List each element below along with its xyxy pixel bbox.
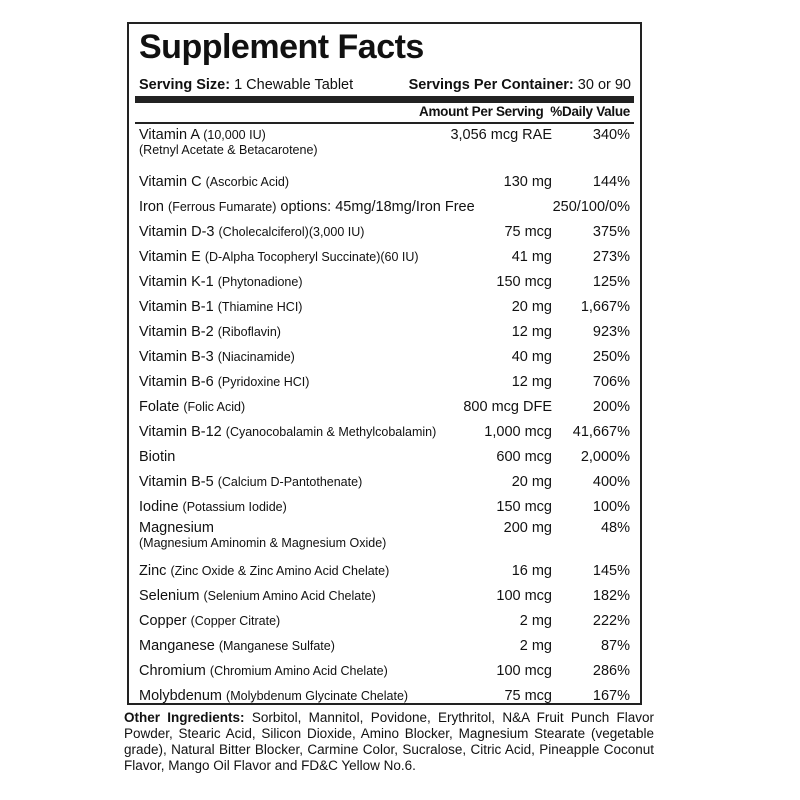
- serving-size-label: Serving Size:: [139, 77, 231, 93]
- nutrient-amount: 16 mg: [511, 563, 552, 579]
- nutrient-name: [139, 499, 287, 515]
- nutrient-source: (Chromium Amino Acid Chelate): [209, 664, 388, 678]
- nutrient-source: (Riboflavin): [217, 325, 281, 339]
- nutrient-row: [139, 224, 630, 249]
- nutrient-source: (Pyridoxine HCI): [217, 375, 310, 389]
- nutrient-amount: 3,056 mcg RAE: [450, 127, 552, 143]
- nutrient-name-text: Vitamin B-2: [139, 324, 214, 340]
- nutrient-row: [139, 520, 630, 562]
- other-ingredients-text: Sorbitol, Mannitol, Povidone, Erythritol, N&A Fruit Punch Flavor Powder, Stearic Acid, Silicon Dioxide, Amino Blocker, Magnesium Stearate (vegetable grade), Natural Bitter Blocker, Carmine Color, Sucralose, Citric Acid, Pineapple Coconut Flavor, Mango Oil Flavor and FD&C Yellow No.6.: [124, 710, 654, 773]
- nutrient-daily-value: 273%: [592, 249, 630, 265]
- nutrient-row: [139, 449, 630, 474]
- nutrient-daily-value: 340%: [592, 127, 630, 143]
- nutrient-name: [139, 688, 408, 704]
- nutrient-name: [139, 563, 389, 579]
- nutrient-row: [139, 174, 630, 199]
- nutrient-amount: 2 mg: [519, 638, 552, 654]
- nutrient-row: [139, 588, 630, 613]
- nutrient-daily-value: 200%: [592, 399, 630, 415]
- nutrient-source-line: (Magnesium Aminomin & Magnesium Oxide): [139, 536, 387, 550]
- nutrient-row: [139, 274, 630, 299]
- nutrient-name-text: Vitamin K-1: [139, 274, 214, 290]
- nutrient-amount: 800 mcg DFE: [463, 399, 552, 415]
- nutrient-name: [139, 399, 245, 415]
- nutrient-name-text: Folate: [139, 399, 180, 415]
- nutrient-daily-value: 706%: [592, 374, 630, 390]
- nutrient-name-text: Chromium: [139, 663, 206, 679]
- nutrient-daily-value: 222%: [592, 613, 630, 629]
- nutrient-daily-value: 923%: [592, 324, 630, 340]
- nutrient-daily-value: 41,667%: [572, 424, 630, 440]
- nutrient-name: [139, 349, 295, 365]
- nutrient-name: [139, 374, 309, 390]
- nutrient-name-text: Vitamin B-3: [139, 349, 214, 365]
- nutrient-source: (Ferrous Fumarate): [168, 200, 277, 214]
- servings-per-container-label: Servings Per Container:: [408, 77, 574, 93]
- nutrient-name-text: Magnesium: [139, 520, 214, 536]
- nutrient-name-text: Vitamin D-3: [139, 224, 215, 240]
- nutrient-amount: 2 mg: [519, 613, 552, 629]
- nutrient-name-text: Iodine: [139, 499, 179, 515]
- nutrient-daily-value: 1,667%: [580, 299, 630, 315]
- nutrient-name-text: Vitamin E: [139, 249, 201, 265]
- nutrient-row: [139, 399, 630, 424]
- header-divider: [135, 122, 634, 124]
- nutrient-row: [139, 324, 630, 349]
- nutrient-row: [139, 638, 630, 663]
- nutrient-daily-value: 2,000%: [580, 449, 630, 465]
- nutrient-amount: 100 mcg: [496, 588, 552, 604]
- nutrient-amount: 41 mg: [511, 249, 552, 265]
- nutrient-row: [139, 127, 630, 169]
- nutrient-name: [139, 274, 303, 290]
- nutrient-daily-value: 144%: [592, 174, 630, 190]
- nutrient-name-text: Vitamin B-5: [139, 474, 214, 490]
- nutrient-name-text: Zinc: [139, 563, 167, 579]
- nutrient-name: [139, 224, 364, 240]
- thick-divider: [135, 96, 634, 103]
- nutrient-name-text: Vitamin A: [139, 127, 200, 143]
- nutrient-amount: 100 mcg: [496, 663, 552, 679]
- nutrient-source: (Cholecalciferol)(3,000 IU): [218, 225, 365, 239]
- nutrient-daily-value: 125%: [592, 274, 630, 290]
- nutrient-name-text: Vitamin C: [139, 174, 202, 190]
- nutrient-row: [139, 199, 630, 224]
- nutrient-name: [139, 474, 362, 490]
- nutrient-source: (Phytonadione): [217, 275, 303, 289]
- nutrient-amount: 130 mg: [503, 174, 552, 190]
- nutrient-name: [139, 638, 335, 654]
- nutrient-name: [139, 588, 376, 604]
- nutrient-source: (Zinc Oxide & Zinc Amino Acid Chelate): [170, 564, 390, 578]
- nutrient-name: [139, 249, 419, 265]
- nutrient-row: [139, 424, 630, 449]
- nutrient-daily-value: 400%: [592, 474, 630, 490]
- nutrient-name: [139, 199, 475, 215]
- nutrient-name: [139, 613, 280, 629]
- nutrient-daily-value: 286%: [592, 663, 630, 679]
- column-header: [419, 104, 630, 119]
- nutrient-options: options: 45mg/18mg/Iron Free: [280, 199, 475, 215]
- nutrient-source: (Copper Citrate): [190, 614, 281, 628]
- dv-header: %Daily Value: [550, 104, 630, 119]
- nutrient-daily-value: 87%: [600, 638, 630, 654]
- nutrient-source: (10,000 IU): [203, 128, 266, 142]
- nutrient-amount: 150 mcg: [496, 499, 552, 515]
- nutrient-name-text: Vitamin B-1: [139, 299, 214, 315]
- nutrient-source: (Cyanocobalamin & Methylcobalamin): [225, 425, 437, 439]
- nutrient-name: [139, 520, 214, 536]
- nutrient-daily-value: 100%: [592, 499, 630, 515]
- nutrient-row: [139, 474, 630, 499]
- nutrient-name: [139, 663, 388, 679]
- servings-per-container: [409, 77, 631, 93]
- nutrient-source: (Calcium D-Pantothenate): [217, 475, 363, 489]
- nutrient-daily-value: 145%: [592, 563, 630, 579]
- other-ingredients-label: Other Ingredients:: [124, 710, 245, 725]
- other-ingredients: [124, 710, 654, 774]
- nutrient-name-text: Molybdenum: [139, 688, 223, 704]
- servings-per-container-value: 30 or 90: [577, 77, 631, 93]
- nutrient-daily-value: 375%: [592, 224, 630, 240]
- nutrient-source: (Selenium Amino Acid Chelate): [203, 589, 376, 603]
- nutrient-amount: 12 mg: [511, 374, 552, 390]
- nutrient-name-text: Vitamin B-12: [139, 424, 222, 440]
- nutrient-name-text: Vitamin B-6: [139, 374, 214, 390]
- nutrient-amount: 12 mg: [511, 324, 552, 340]
- nutrient-row: [139, 663, 630, 688]
- nutrient-name: [139, 174, 289, 190]
- nutrient-source: (Molybdenum Glycinate Chelate): [226, 689, 409, 703]
- nutrient-amount: 20 mg: [511, 474, 552, 490]
- nutrient-source: (Ascorbic Acid): [205, 175, 289, 189]
- nutrient-name: [139, 449, 175, 465]
- nutrient-source: (Niacinamide): [217, 350, 295, 364]
- nutrient-row: [139, 374, 630, 399]
- nutrient-row: [139, 613, 630, 638]
- nutrient-daily-value: 250/100/0%: [552, 199, 630, 215]
- nutrient-name: [139, 299, 302, 315]
- nutrient-name: [139, 424, 436, 440]
- nutrient-name: [139, 324, 281, 340]
- nutrient-daily-value: 48%: [600, 520, 630, 536]
- supplement-facts-panel: [127, 22, 642, 705]
- nutrient-daily-value: 250%: [592, 349, 630, 365]
- nutrient-name-text: Selenium: [139, 588, 200, 604]
- amount-header: Amount Per Serving: [419, 104, 544, 119]
- nutrient-source: (D-Alpha Tocopheryl Succinate)(60 IU): [204, 250, 419, 264]
- nutrient-row: [139, 299, 630, 324]
- nutrient-source: (Thiamine HCI): [217, 300, 303, 314]
- nutrient-daily-value: 182%: [592, 588, 630, 604]
- nutrient-amount: 75 mcg: [504, 688, 552, 704]
- nutrient-source: (Potassium Iodide): [182, 500, 287, 514]
- nutrient-name-text: Iron: [139, 199, 164, 215]
- nutrient-name-text: Copper: [139, 613, 187, 629]
- nutrient-amount: 150 mcg: [496, 274, 552, 290]
- nutrient-row: [139, 249, 630, 274]
- nutrient-source: (Folic Acid): [183, 400, 246, 414]
- nutrient-amount: 1,000 mcg: [484, 424, 552, 440]
- nutrient-name-text: Biotin: [139, 449, 176, 465]
- nutrient-daily-value: 167%: [592, 688, 630, 704]
- nutrient-row: [139, 349, 630, 374]
- nutrient-amount: 600 mcg: [496, 449, 552, 465]
- nutrient-amount: 75 mcg: [504, 224, 552, 240]
- nutrient-source-line: (Retnyl Acetate & Betacarotene): [139, 143, 318, 157]
- nutrient-amount: 40 mg: [511, 349, 552, 365]
- serving-size-value: 1 Chewable Tablet: [234, 77, 354, 93]
- nutrient-source: (Manganese Sulfate): [218, 639, 335, 653]
- panel-title: Supplement Facts: [139, 28, 424, 66]
- nutrient-name: [139, 127, 266, 143]
- nutrient-amount: 20 mg: [511, 299, 552, 315]
- nutrient-name-text: Manganese: [139, 638, 215, 654]
- nutrient-row: [139, 563, 630, 588]
- nutrient-amount: 200 mg: [503, 520, 552, 536]
- serving-info: [139, 77, 631, 93]
